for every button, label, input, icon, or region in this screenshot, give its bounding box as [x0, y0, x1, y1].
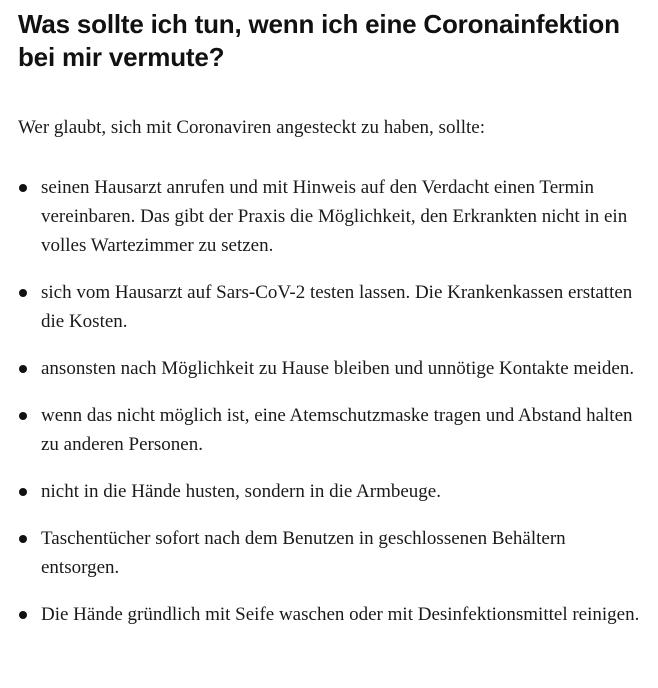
list-item	[18, 354, 641, 383]
list-item	[18, 173, 641, 260]
bullet-icon	[19, 611, 27, 619]
article-intro: Wer glaubt, sich mit Coronaviren angesteckt zu haben, sollte:	[18, 117, 486, 138]
bullet-icon	[19, 535, 27, 543]
bullet-icon	[19, 184, 27, 192]
bullet-icon	[19, 488, 27, 496]
list-item-text: Taschentücher sofort nach dem Benutzen in geschlossenen Behältern entsorgen.	[41, 528, 566, 578]
list-item-text: Die Hände gründlich mit Seife waschen oder mit Desinfektionsmittel reinigen.	[41, 604, 640, 625]
list-item-text: ansonsten nach Möglichkeit zu Hause bleiben und unnötige Kontakte meiden.	[41, 358, 635, 379]
bullet-icon	[19, 289, 27, 297]
list-item-text: sich vom Hausarzt auf Sars-CoV-2 testen lassen. Die Krankenkassen erstatten die Kosten.	[41, 282, 633, 332]
article-headline: Was sollte ich tun, wenn ich eine Coronainfektion bei mir vermute?	[18, 9, 620, 72]
recommendation-list	[18, 173, 646, 629]
list-item-text: nicht in die Hände husten, sondern in die Armbeuge.	[41, 481, 441, 502]
article	[18, 8, 646, 647]
list-item-text: wenn das nicht möglich ist, eine Atemschutzmaske tragen und Abstand halten zu anderen Personen.	[41, 405, 633, 455]
list-item-text: seinen Hausarzt anrufen und mit Hinweis auf den Verdacht einen Termin vereinbaren. Das gibt der Praxis die Möglichkeit, den Erkrankten nicht in ein volles Wartezimmer zu setzen.	[41, 177, 628, 256]
bullet-icon	[19, 412, 27, 420]
bullet-icon	[19, 365, 27, 373]
list-item	[18, 278, 641, 336]
list-item	[18, 401, 641, 459]
list-item	[18, 600, 641, 629]
list-item	[18, 524, 641, 582]
list-item	[18, 477, 641, 506]
